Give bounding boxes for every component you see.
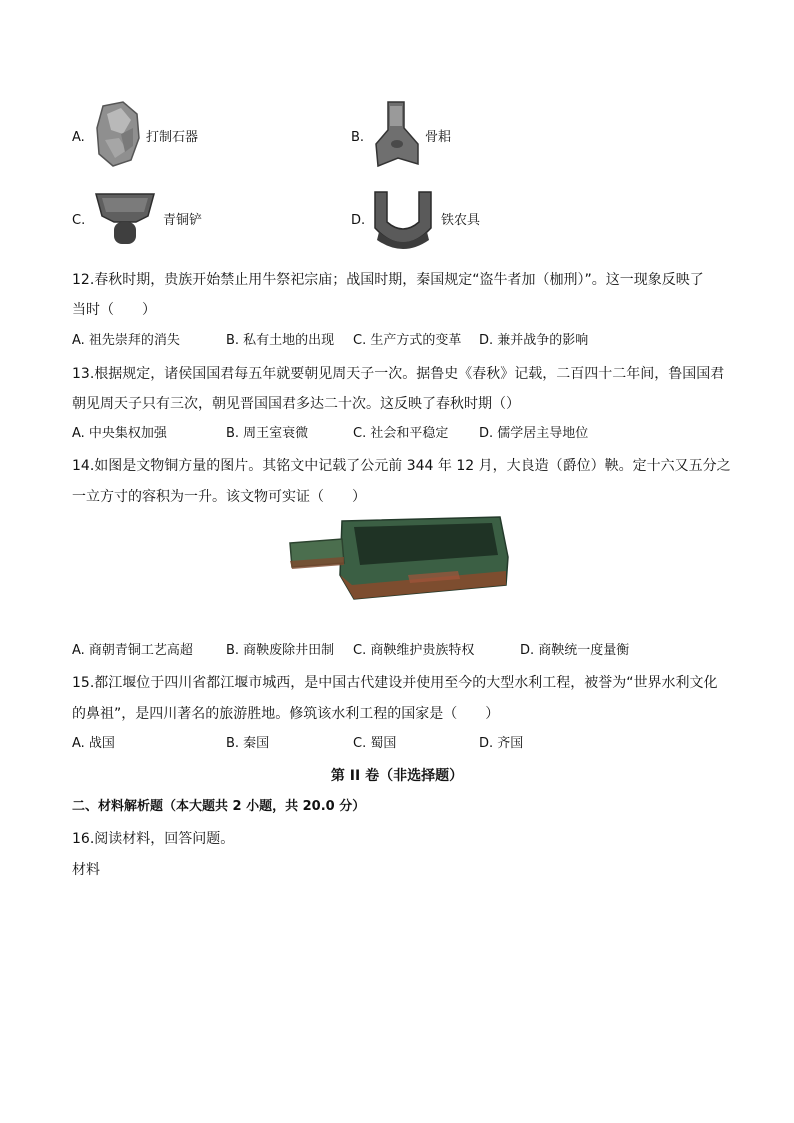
option-b: B. 周王室衰微 xyxy=(226,426,309,441)
option-d: D. 儒学居主导地位 xyxy=(479,426,589,441)
question-stem: 14.如图是文物铜方量的图片。其铭文中记载了公元前 344 年 12 月，大良造（爵位）鞅。定十六又五分之 xyxy=(72,458,731,474)
option-b: B. 商鞅废除井田制 xyxy=(226,643,335,658)
question-stem: 的鼻祖”，是四川著名的旅游胜地。修筑该水利工程的国家是（ ） xyxy=(72,706,500,722)
chipped-stone-tool-image xyxy=(93,100,143,168)
option-letter: B. xyxy=(351,130,365,145)
option-c: C. 社会和平稳定 xyxy=(353,426,449,441)
option-d: D. 齐国 xyxy=(479,736,524,751)
option-a: A. 商朝青铜工艺高超 xyxy=(72,643,193,658)
question-stem: 当时（ ） xyxy=(72,302,156,318)
option-d: D. 兼并战争的影响 xyxy=(479,333,589,348)
option-letter: D. xyxy=(351,213,366,228)
option-c: C. 蜀国 xyxy=(353,736,397,751)
question-stem: 12.春秋时期，贵族开始禁止用牛祭祀宗庙；战国时期，秦国规定“盗牛者加（枷刑）”。这一现象反映了 xyxy=(72,272,704,288)
section-heading: 二、材料解析题（本大题共 2 小题，共 20.0 分） xyxy=(72,799,366,814)
option-b: B. 私有土地的出现 xyxy=(226,333,335,348)
question-stem: 朝见周天子只有三次，朝见晋国国君多达二十次。这反映了春秋时期（） xyxy=(72,396,520,412)
bone-spade-image xyxy=(372,100,422,170)
option-label: 骨耜 xyxy=(425,130,452,145)
option-label: 铁农具 xyxy=(441,213,481,228)
question-stem: 13.根据规定，诸侯国国君每五年就要朝见周天子一次。据鲁史《春秋》记载，二百四十二年间，鲁国国君 xyxy=(72,366,725,382)
option-b: B. 秦国 xyxy=(226,736,270,751)
part-title: 第 II 卷（非选择题） xyxy=(330,768,464,784)
option-label: 青铜铲 xyxy=(163,213,203,228)
option-a: A. 祖先崇拜的消失 xyxy=(72,333,180,348)
option-letter: A. xyxy=(72,130,85,145)
question-16-stem: 16.阅读材料，回答问题。 xyxy=(72,831,235,847)
bronze-shovel-image xyxy=(92,190,158,250)
question-stem: 15.都江堰位于四川省都江堰市城西，是中国古代建设并使用至今的大型水利工程，被誉为“世界水利文化 xyxy=(72,675,718,691)
option-a: A. 战国 xyxy=(72,736,115,751)
option-a: A. 中央集权加强 xyxy=(72,426,167,441)
option-label: 打制石器 xyxy=(146,130,199,145)
iron-farm-tool-image xyxy=(371,188,435,252)
bronze-square-measure-image xyxy=(288,515,510,605)
option-c: C. 生产方式的变革 xyxy=(353,333,462,348)
material-label: 材料 xyxy=(72,862,100,878)
option-c: C. 商鞅维护贵族特权 xyxy=(353,643,475,658)
question-stem: 一立方寸的容积为一升。该文物可实证（ ） xyxy=(72,489,366,505)
option-letter: C. xyxy=(72,213,86,228)
option-d: D. 商鞅统一度量衡 xyxy=(520,643,630,658)
